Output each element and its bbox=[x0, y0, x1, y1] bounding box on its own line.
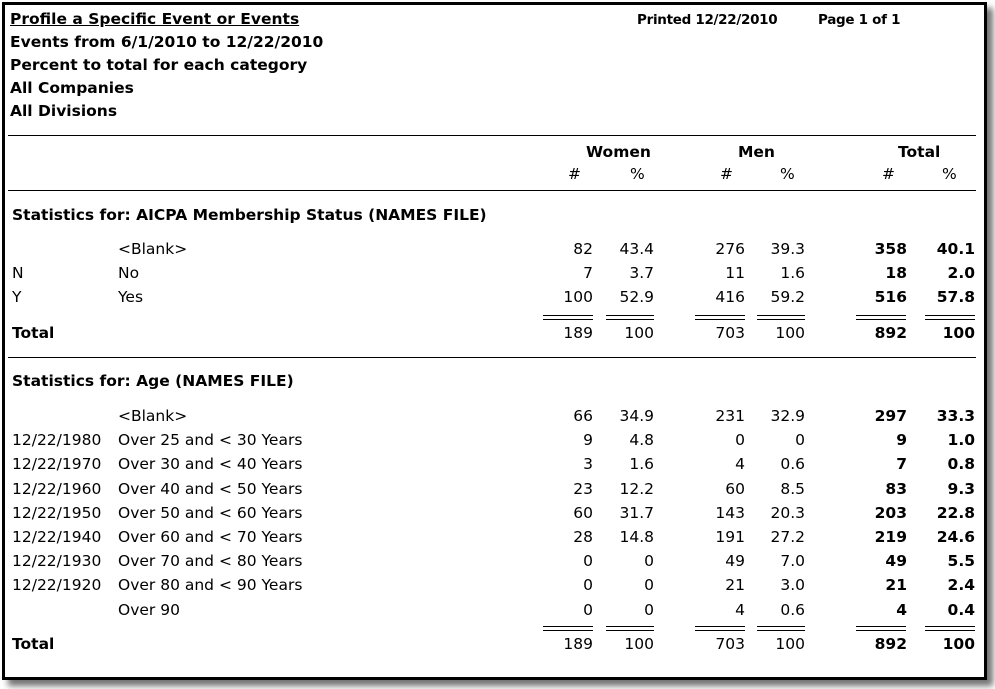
section-heading: Statistics for: Age (NAMES FILE) bbox=[12, 372, 294, 390]
cell-t-p: 9.3 bbox=[947, 480, 975, 498]
total-underline bbox=[606, 315, 654, 320]
cell-m-p: 39.3 bbox=[770, 240, 805, 258]
cell-t-p: 57.8 bbox=[936, 288, 975, 306]
col-women-num: # bbox=[568, 165, 581, 183]
row-label: Over 60 and < 70 Years bbox=[118, 528, 303, 546]
total-m-n: 703 bbox=[715, 324, 745, 342]
total-underline bbox=[695, 315, 745, 320]
total-t-n: 892 bbox=[874, 324, 907, 342]
cell-w-p: 4.8 bbox=[629, 431, 654, 449]
col-men: Men bbox=[738, 143, 775, 161]
cell-t-n: 516 bbox=[874, 288, 907, 306]
cell-m-n: 49 bbox=[725, 552, 745, 570]
total-underline bbox=[925, 315, 975, 320]
total-underline bbox=[757, 626, 805, 631]
col-women: Women bbox=[586, 143, 651, 161]
cell-t-n: 203 bbox=[874, 504, 907, 522]
row-label: Over 90 bbox=[118, 601, 180, 619]
total-underline bbox=[856, 315, 906, 320]
cell-m-p: 0.6 bbox=[780, 455, 805, 473]
total-t-p: 100 bbox=[942, 635, 975, 653]
total-underline bbox=[695, 626, 745, 631]
cell-t-n: 219 bbox=[874, 528, 907, 546]
cell-w-p: 43.4 bbox=[619, 240, 654, 258]
cell-m-n: 11 bbox=[725, 264, 745, 282]
row-label: Over 40 and < 50 Years bbox=[118, 480, 303, 498]
total-t-p: 100 bbox=[942, 324, 975, 342]
cell-m-n: 416 bbox=[715, 288, 745, 306]
cell-m-p: 7.0 bbox=[780, 552, 805, 570]
row-code: 12/22/1950 bbox=[12, 504, 102, 522]
divider-top bbox=[8, 135, 976, 136]
cell-m-n: 191 bbox=[715, 528, 745, 546]
cell-w-n: 60 bbox=[573, 504, 593, 522]
cell-m-p: 59.2 bbox=[770, 288, 805, 306]
cell-m-n: 231 bbox=[715, 407, 745, 425]
cell-m-p: 20.3 bbox=[770, 504, 805, 522]
cell-w-p: 31.7 bbox=[619, 504, 654, 522]
total-m-p: 100 bbox=[775, 635, 805, 653]
cell-m-n: 0 bbox=[735, 431, 745, 449]
cell-w-n: 3 bbox=[583, 455, 593, 473]
cell-t-p: 40.1 bbox=[936, 240, 975, 258]
col-men-num: # bbox=[720, 165, 733, 183]
row-code: 12/22/1980 bbox=[12, 431, 102, 449]
cell-m-p: 3.0 bbox=[780, 576, 805, 594]
cell-t-p: 5.5 bbox=[947, 552, 975, 570]
total-underline bbox=[757, 315, 805, 320]
cell-w-p: 3.7 bbox=[629, 264, 654, 282]
cell-t-n: 4 bbox=[896, 601, 907, 619]
total-underline bbox=[606, 626, 654, 631]
cell-m-p: 8.5 bbox=[780, 480, 805, 498]
row-label: Over 50 and < 60 Years bbox=[118, 504, 303, 522]
row-label: <Blank> bbox=[118, 407, 188, 425]
cell-t-p: 2.4 bbox=[947, 576, 975, 594]
total-w-p: 100 bbox=[624, 635, 654, 653]
row-code: 12/22/1970 bbox=[12, 455, 102, 473]
cell-t-p: 0.4 bbox=[947, 601, 975, 619]
cell-w-p: 12.2 bbox=[619, 480, 654, 498]
total-m-p: 100 bbox=[775, 324, 805, 342]
cell-w-n: 23 bbox=[573, 480, 593, 498]
cell-m-n: 21 bbox=[725, 576, 745, 594]
col-total: Total bbox=[898, 143, 941, 161]
row-label: No bbox=[118, 264, 140, 282]
cell-t-p: 22.8 bbox=[936, 504, 975, 522]
cell-t-n: 7 bbox=[896, 455, 907, 473]
total-w-p: 100 bbox=[624, 324, 654, 342]
cell-t-p: 1.0 bbox=[947, 431, 975, 449]
cell-w-p: 14.8 bbox=[619, 528, 654, 546]
cell-m-p: 27.2 bbox=[770, 528, 805, 546]
total-w-n: 189 bbox=[563, 324, 593, 342]
cell-t-p: 2.0 bbox=[947, 264, 975, 282]
col-total-pct: % bbox=[942, 165, 957, 183]
cell-m-n: 60 bbox=[725, 480, 745, 498]
cell-m-p: 0.6 bbox=[780, 601, 805, 619]
cell-t-n: 83 bbox=[885, 480, 907, 498]
row-code: 12/22/1920 bbox=[12, 576, 102, 594]
cell-w-p: 0 bbox=[644, 552, 654, 570]
section-divider bbox=[8, 357, 976, 358]
row-code: 12/22/1940 bbox=[12, 528, 102, 546]
col-women-pct: % bbox=[630, 165, 645, 183]
cell-m-n: 4 bbox=[735, 455, 745, 473]
total-underline bbox=[856, 626, 906, 631]
row-label: Over 30 and < 40 Years bbox=[118, 455, 303, 473]
cell-w-p: 34.9 bbox=[619, 407, 654, 425]
total-label: Total bbox=[12, 635, 55, 653]
row-label: Over 25 and < 30 Years bbox=[118, 431, 303, 449]
cell-w-n: 7 bbox=[583, 264, 593, 282]
col-total-num: # bbox=[882, 165, 895, 183]
page-number: Page 1 of 1 bbox=[818, 12, 901, 28]
col-men-pct: % bbox=[780, 165, 795, 183]
total-underline bbox=[543, 315, 593, 320]
report-companies: All Companies bbox=[10, 79, 134, 97]
cell-t-n: 49 bbox=[885, 552, 907, 570]
cell-m-n: 143 bbox=[715, 504, 745, 522]
row-label: Yes bbox=[118, 288, 144, 306]
row-label: Over 80 and < 90 Years bbox=[118, 576, 303, 594]
cell-w-n: 82 bbox=[573, 240, 593, 258]
cell-m-p: 1.6 bbox=[780, 264, 805, 282]
total-m-n: 703 bbox=[715, 635, 745, 653]
cell-w-n: 100 bbox=[563, 288, 593, 306]
cell-w-p: 0 bbox=[644, 601, 654, 619]
cell-w-p: 52.9 bbox=[619, 288, 654, 306]
cell-w-n: 66 bbox=[573, 407, 593, 425]
cell-m-p: 0 bbox=[795, 431, 805, 449]
row-code: N bbox=[12, 264, 24, 282]
cell-m-p: 32.9 bbox=[770, 407, 805, 425]
cell-w-n: 0 bbox=[583, 601, 593, 619]
total-w-n: 189 bbox=[563, 635, 593, 653]
cell-w-p: 0 bbox=[644, 576, 654, 594]
cell-t-n: 18 bbox=[885, 264, 907, 282]
total-t-n: 892 bbox=[874, 635, 907, 653]
report-date-range: Events from 6/1/2010 to 12/22/2010 bbox=[10, 33, 324, 51]
cell-t-p: 33.3 bbox=[936, 407, 975, 425]
divider-header bbox=[8, 190, 976, 191]
cell-m-n: 276 bbox=[715, 240, 745, 258]
cell-t-n: 358 bbox=[874, 240, 907, 258]
row-code: 12/22/1930 bbox=[12, 552, 102, 570]
section-heading: Statistics for: AICPA Membership Status (NAMES FILE) bbox=[12, 206, 487, 224]
cell-w-n: 0 bbox=[583, 576, 593, 594]
row-label: <Blank> bbox=[118, 240, 188, 258]
row-label: Over 70 and < 80 Years bbox=[118, 552, 303, 570]
cell-w-n: 9 bbox=[583, 431, 593, 449]
cell-t-p: 24.6 bbox=[936, 528, 975, 546]
cell-t-n: 297 bbox=[874, 407, 907, 425]
cell-t-n: 9 bbox=[896, 431, 907, 449]
row-code: 12/22/1960 bbox=[12, 480, 102, 498]
printed-date: Printed 12/22/2010 bbox=[637, 12, 778, 28]
cell-t-p: 0.8 bbox=[947, 455, 975, 473]
report-title: Profile a Specific Event or Events bbox=[10, 10, 300, 28]
total-underline bbox=[543, 626, 593, 631]
cell-m-n: 4 bbox=[735, 601, 745, 619]
cell-w-p: 1.6 bbox=[629, 455, 654, 473]
total-underline bbox=[925, 626, 975, 631]
cell-t-n: 21 bbox=[885, 576, 907, 594]
cell-w-n: 0 bbox=[583, 552, 593, 570]
cell-w-n: 28 bbox=[573, 528, 593, 546]
report-divisions: All Divisions bbox=[10, 102, 118, 120]
report-percent-note: Percent to total for each category bbox=[10, 56, 308, 74]
row-code: Y bbox=[12, 288, 22, 306]
total-label: Total bbox=[12, 324, 55, 342]
